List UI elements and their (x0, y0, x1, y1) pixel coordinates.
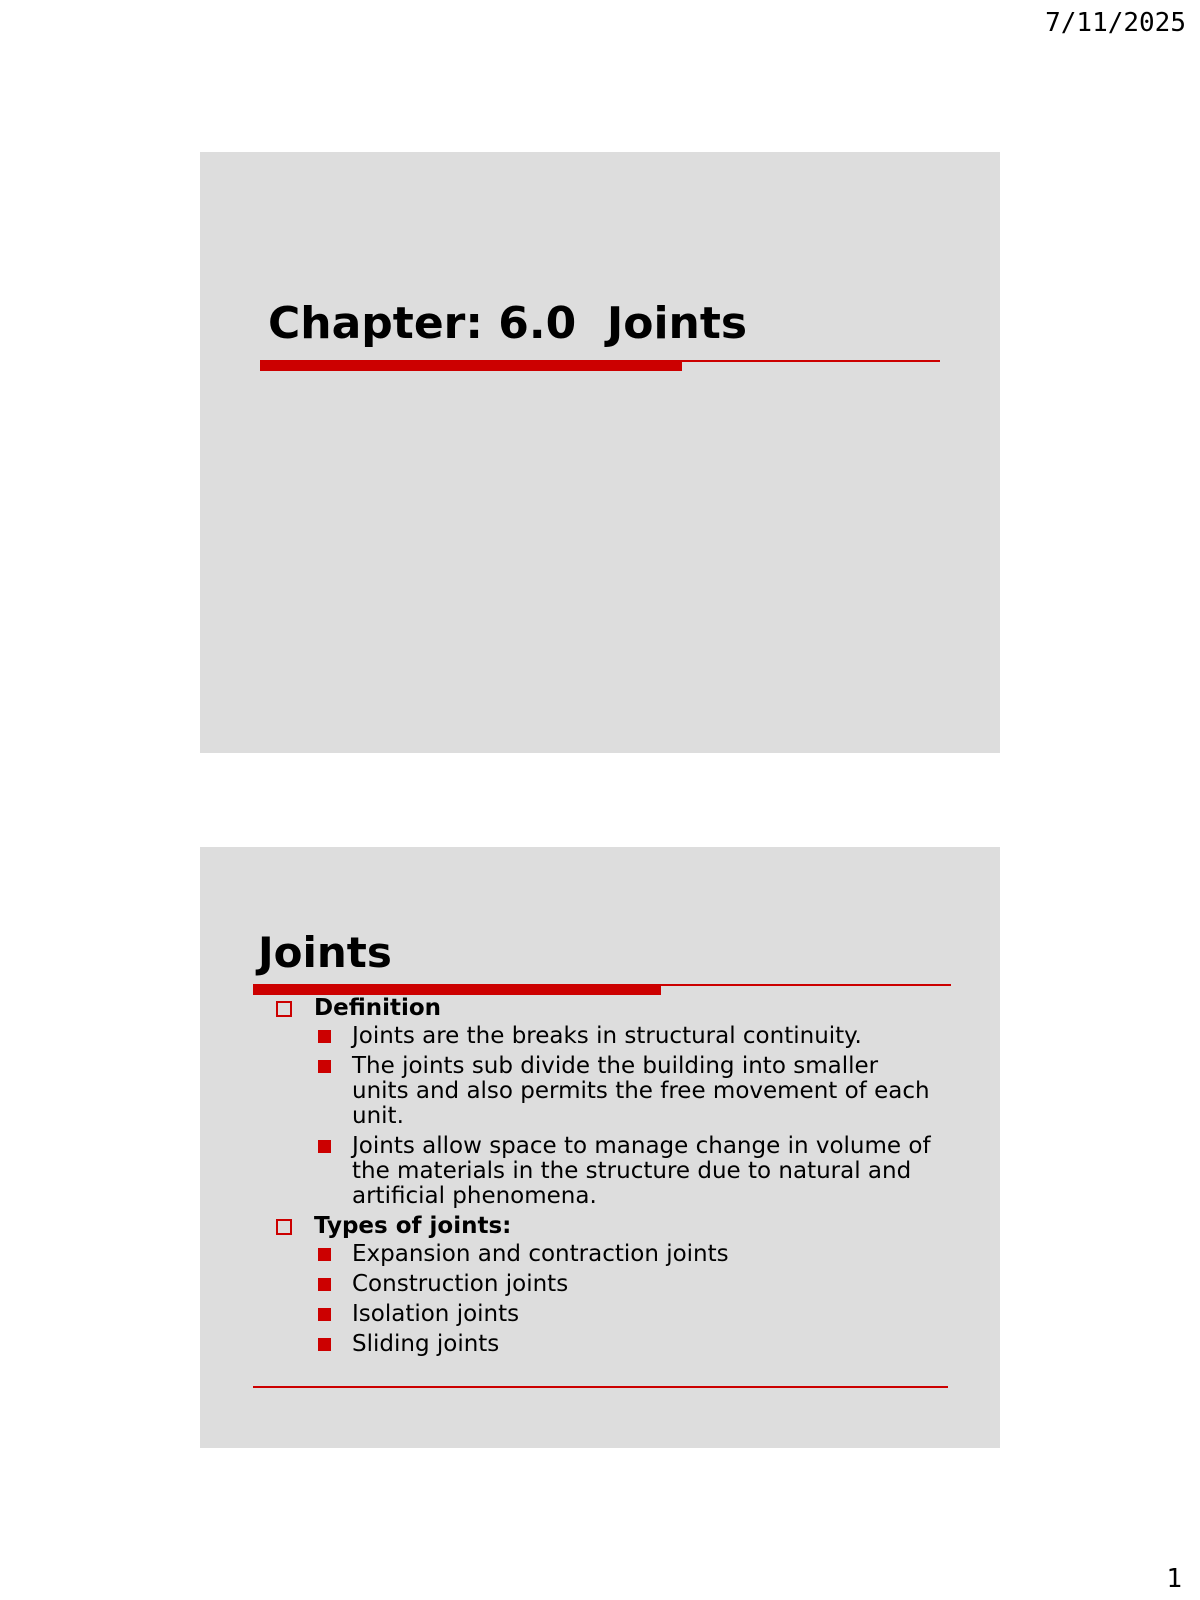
page-number: 1 (1166, 1564, 1182, 1594)
list-item-text: Sliding joints (352, 1331, 500, 1357)
filled-square-bullet-icon (318, 1030, 331, 1043)
list-item (276, 1024, 936, 1049)
list-item (276, 1054, 936, 1129)
slide-body (276, 994, 936, 1362)
header-date: 7/11/2025 (1045, 8, 1186, 38)
slide-title-chapter (200, 152, 1000, 753)
footer-rule (253, 1386, 948, 1388)
filled-square-bullet-icon (318, 1278, 331, 1291)
list-item-text: Construction joints (352, 1271, 569, 1297)
list-item (276, 1134, 936, 1209)
list-item-text: Joints allow space to manage change in volume of the materials in the structure due to natural and artificial phenomena. (352, 1133, 931, 1209)
hollow-square-bullet-icon (276, 1219, 292, 1235)
filled-square-bullet-icon (318, 1338, 331, 1351)
section-heading-label: Definition (314, 995, 442, 1021)
list-item (276, 1272, 936, 1297)
list-item (276, 1302, 936, 1327)
list-item-text: Expansion and contraction joints (352, 1241, 729, 1267)
filled-square-bullet-icon (318, 1140, 331, 1153)
filled-square-bullet-icon (318, 1248, 331, 1261)
list-item (276, 1332, 936, 1357)
filled-square-bullet-icon (318, 1308, 331, 1321)
list-item-text: Joints are the breaks in structural continuity. (352, 1023, 862, 1049)
slide-joints (200, 847, 1000, 1448)
hollow-square-bullet-icon (276, 1001, 292, 1017)
filled-square-bullet-icon (318, 1060, 331, 1073)
section-heading-types (276, 1214, 936, 1239)
list-item (276, 1242, 936, 1267)
slide-title: Joints (258, 928, 392, 977)
section-heading-definition (276, 996, 936, 1021)
section-heading-label: Types of joints: (314, 1213, 512, 1239)
list-item-text: The joints sub divide the building into smaller units and also permits the free movement of each unit. (352, 1053, 930, 1129)
slide-title: Chapter: 6.0 Joints (268, 298, 748, 349)
list-item-text: Isolation joints (352, 1301, 520, 1327)
title-underline-thick (260, 361, 682, 371)
